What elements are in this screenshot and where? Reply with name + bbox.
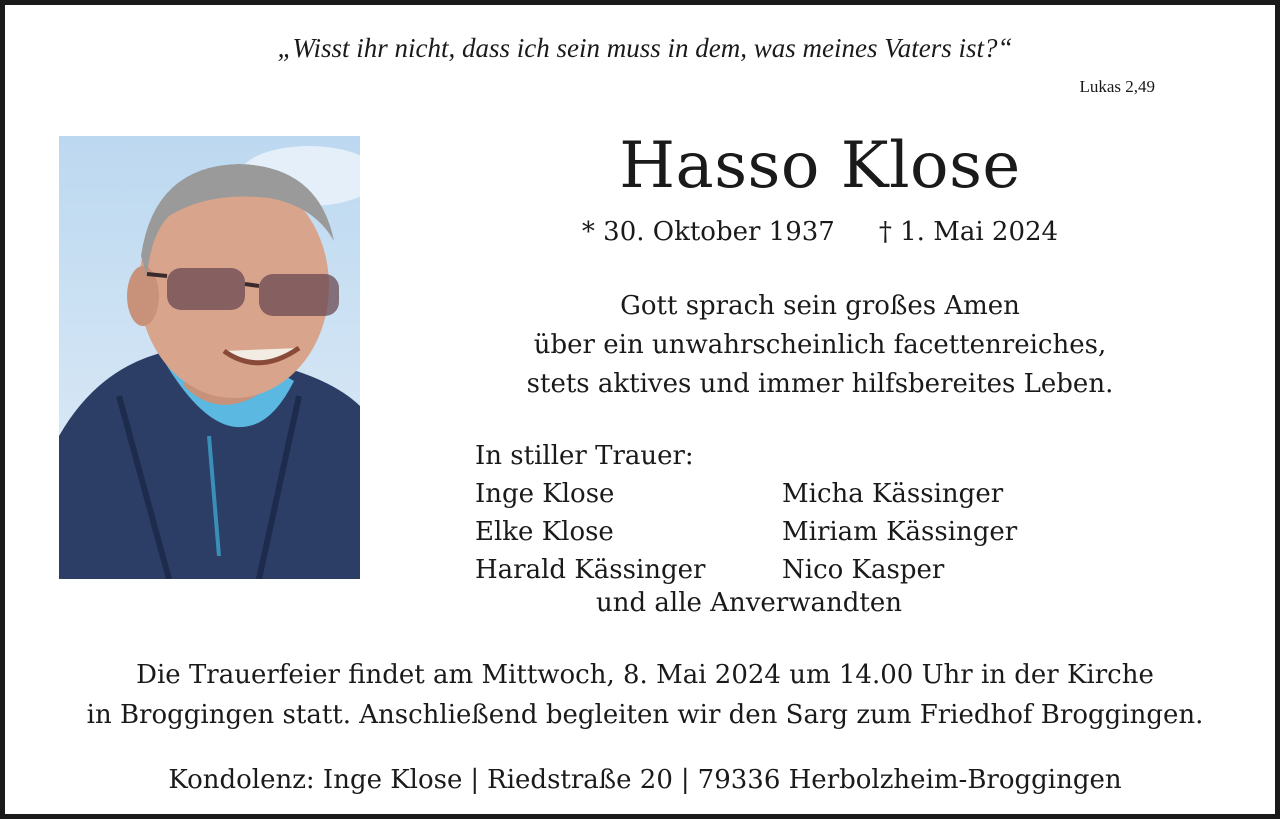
mourners-heading: In stiller Trauer: xyxy=(475,441,694,471)
mourner-name: Inge Klose xyxy=(475,479,615,509)
deceased-name: Hasso Klose xyxy=(619,129,1021,203)
quote-source: Lukas 2,49 xyxy=(1079,77,1155,96)
mourner-name: Nico Kasper xyxy=(782,555,945,585)
service-line: Die Trauerfeier findet am Mittwoch, 8. Mai 2024 um 14.00 Uhr in der Kirche xyxy=(136,660,1154,690)
life-dates xyxy=(465,217,1175,247)
separator: | xyxy=(470,765,480,795)
mourner-name: Micha Kässinger xyxy=(782,479,1004,509)
mourners-list xyxy=(475,437,1018,585)
mourners-column-left xyxy=(475,475,705,589)
bible-quote: „Wisst ihr nicht, dass ich sein muss in dem, was meines Vaters ist?“ xyxy=(277,33,1013,63)
verse-line: stets aktives und immer hilfsbereites Leben. xyxy=(526,369,1114,399)
birth-date: * 30. Oktober 1937 xyxy=(581,217,835,247)
service-line: in Broggingen statt. Anschließend begleiten wir den Sarg zum Friedhof Broggingen. xyxy=(86,700,1204,730)
contact-name: Kondolenz: Inge Klose xyxy=(168,765,463,795)
contact-city: 79336 Herbolzheim-Broggingen xyxy=(697,765,1122,795)
verse-line: Gott sprach sein großes Amen xyxy=(620,291,1020,321)
relatives-line: und alle Anverwandten xyxy=(596,588,902,618)
contact-street: Riedstraße 20 xyxy=(487,765,673,795)
mourner-name: Elke Klose xyxy=(475,517,614,547)
portrait-photo xyxy=(59,136,360,579)
condolence-contact xyxy=(5,765,1280,795)
mourners-column-right xyxy=(782,475,1017,589)
mourner-name: Harald Kässinger xyxy=(475,555,706,585)
funeral-service-info xyxy=(5,655,1280,735)
memorial-verse xyxy=(425,287,1215,404)
mourner-name: Miriam Kässinger xyxy=(782,517,1018,547)
verse-line: über ein unwahrscheinlich facettenreiches, xyxy=(533,330,1107,360)
death-date: † 1. Mai 2024 xyxy=(878,217,1059,247)
portrait-icon xyxy=(59,136,360,579)
separator: | xyxy=(680,765,690,795)
